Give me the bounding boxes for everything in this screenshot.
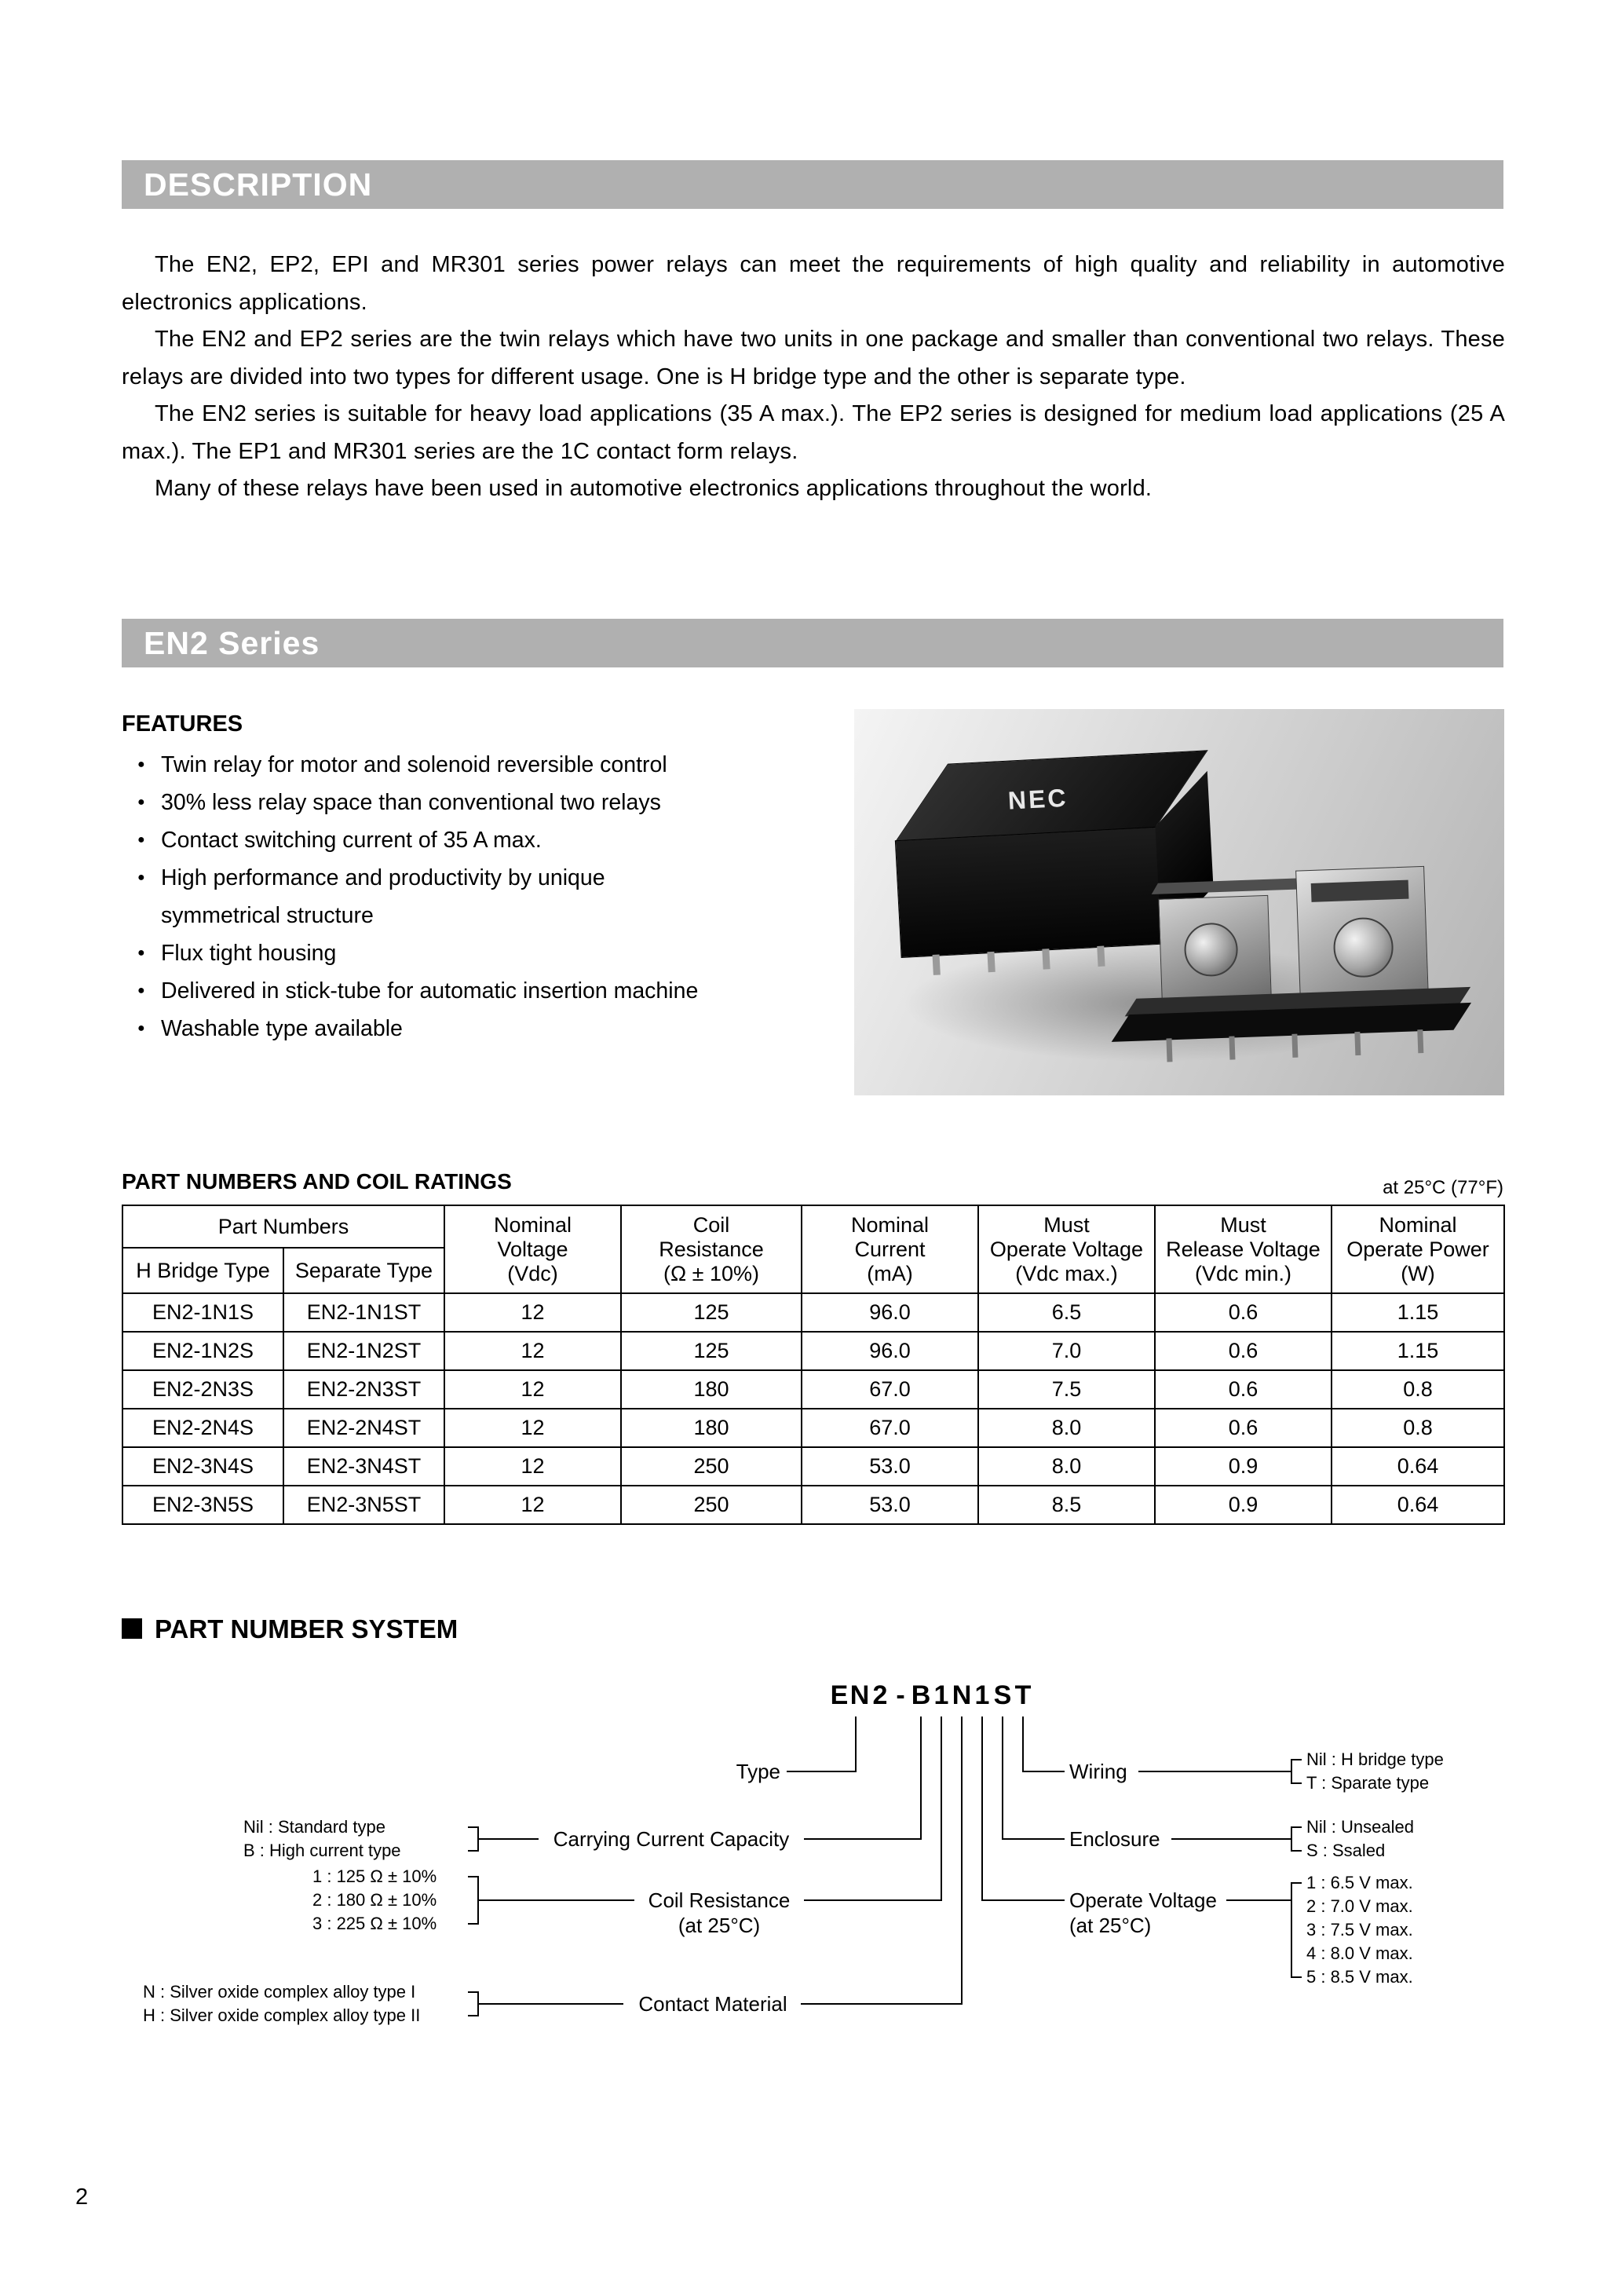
features-title: FEATURES (122, 711, 243, 737)
feature-item-continuation (122, 897, 844, 934)
part-number-char: N (952, 1680, 972, 1710)
relay-coil (1183, 922, 1238, 977)
option-line: 5 : 8.5 V max. (1306, 1967, 1413, 1987)
table-row (122, 1486, 1504, 1524)
section-marker-icon (122, 1618, 142, 1639)
table-cell: EN2-3N5ST (283, 1486, 444, 1524)
bullet-icon: ● (137, 795, 145, 809)
option-line: B : High current type (243, 1841, 401, 1860)
bullet-icon: ● (137, 758, 145, 771)
header-line: Nominal (1379, 1212, 1457, 1237)
header-line: (W) (1401, 1261, 1435, 1285)
option-line: 3 : 7.5 V max. (1306, 1920, 1413, 1940)
option-line: 1 : 6.5 V max. (1306, 1873, 1413, 1892)
connector-line (941, 1717, 942, 1901)
coil-resistance-header (621, 1205, 802, 1293)
connector-line (479, 1838, 539, 1840)
table-cell: 0.9 (1155, 1486, 1332, 1524)
part-number-char: - (896, 1680, 905, 1710)
contact-options (143, 1980, 420, 2027)
connector-line (920, 1717, 922, 1840)
description-paragraph: The EN2 series is suitable for heavy load applications (35 A max.). The EP2 series is designed for medium load applications (25 A max.). The EP1 and MR301 series are the 1C contact form relays. (122, 401, 1505, 464)
header-line: Coil (692, 1212, 730, 1237)
header-line: Resistance (659, 1237, 764, 1261)
table-row (122, 1332, 1504, 1370)
table-cell: 0.64 (1332, 1447, 1504, 1486)
ratings-title: PART NUMBERS AND COIL RATINGS (122, 1169, 512, 1194)
table-cell: 12 (444, 1370, 621, 1409)
feature-text: Twin relay for motor and solenoid reversible control (161, 752, 667, 777)
type-label: Type (736, 1760, 780, 1783)
enclosure-label: Enclosure (1069, 1827, 1160, 1851)
connector-line (1022, 1771, 1065, 1772)
connector-line (981, 1717, 983, 1901)
header-line: Operate Power (1346, 1237, 1489, 1261)
option-line: 1 : 125 Ω ± 10% (312, 1866, 437, 1886)
carrying-options (243, 1815, 401, 1863)
connector-line (981, 1899, 1065, 1901)
table-cell: EN2-2N3ST (283, 1370, 444, 1409)
feature-item (122, 934, 844, 972)
part-numbers-header: Part Numbers (122, 1205, 444, 1248)
table-cell: 96.0 (802, 1293, 978, 1332)
bracket (1291, 1882, 1302, 1978)
enclosure-options (1306, 1815, 1414, 1863)
wiring-options (1306, 1748, 1444, 1795)
header-line: Must (1220, 1212, 1266, 1237)
part-number-example (829, 1680, 1033, 1711)
option-line: H : Silver oxide complex alloy type II (143, 2005, 421, 2025)
table-cell: 67.0 (802, 1409, 978, 1447)
table-cell: 0.8 (1332, 1409, 1504, 1447)
table-cell: 12 (444, 1447, 621, 1486)
bracket (468, 1826, 479, 1852)
table-cell: 125 (621, 1293, 802, 1332)
table-row (122, 1293, 1504, 1332)
relay-pin (1042, 949, 1050, 969)
header-line: (mA) (867, 1261, 913, 1285)
relay-mechanism (1083, 821, 1492, 1095)
pns-heading-text: PART NUMBER SYSTEM (155, 1614, 458, 1643)
feature-text: symmetrical structure (161, 903, 374, 928)
bullet-icon: ● (137, 946, 145, 960)
option-line: 2 : 7.0 V max. (1306, 1896, 1413, 1916)
nominal-voltage-header (444, 1205, 621, 1293)
part-number-char: 1 (933, 1680, 949, 1710)
table-cell: EN2-2N4S (122, 1409, 283, 1447)
option-line: T : Sparate type (1306, 1773, 1430, 1793)
table-cell: 1.15 (1332, 1332, 1504, 1370)
wiring-label: Wiring (1069, 1760, 1127, 1783)
header-line: (Vdc max.) (1015, 1261, 1118, 1285)
table-cell: 0.6 (1155, 1293, 1332, 1332)
relay-brand-text: NEC (1006, 783, 1069, 815)
table-cell: EN2-1N1ST (283, 1293, 444, 1332)
part-number-char: T (1014, 1680, 1032, 1710)
bullet-icon: ● (137, 871, 145, 884)
contact-material-label: Contact Material (638, 1992, 787, 2016)
table-cell: 7.5 (978, 1370, 1155, 1409)
header-line: Nominal (850, 1212, 930, 1237)
operate-voltage-label (1069, 1888, 1217, 1938)
table-row (122, 1370, 1504, 1409)
feature-item (122, 784, 844, 821)
feature-item (122, 746, 844, 784)
connector-line (961, 1717, 963, 2005)
bracket (468, 1991, 479, 2016)
table-cell: 12 (444, 1332, 621, 1370)
option-line: Nil : H bridge type (1306, 1749, 1444, 1769)
table-cell: 1.15 (1332, 1293, 1504, 1332)
table-cell: 180 (621, 1370, 802, 1409)
part-number-char: N (849, 1680, 870, 1710)
feature-text: Washable type available (161, 1016, 403, 1041)
relay-pin (1229, 1036, 1235, 1059)
relay-pin (933, 954, 941, 974)
description-title: DESCRIPTION (144, 166, 373, 203)
table-cell: 180 (621, 1409, 802, 1447)
header-line: Voltage (497, 1237, 568, 1261)
connector-line (801, 2003, 963, 2005)
relay-unit-right (1295, 866, 1429, 998)
relay-slot (1311, 880, 1409, 902)
relay-pin (1166, 1038, 1172, 1062)
table-cell: 0.6 (1155, 1409, 1332, 1447)
option-line: Nil : Unsealed (1306, 1817, 1414, 1837)
relay-pin (1417, 1029, 1423, 1053)
feature-text: Flux tight housing (161, 941, 337, 966)
table-cell: 0.8 (1332, 1370, 1504, 1409)
description-paragraph: Many of these relays have been used in automotive electronics applications throughout the world. (155, 476, 1153, 501)
table-cell: EN2-3N5S (122, 1486, 283, 1524)
connector-line (1002, 1717, 1003, 1840)
header-line: (Vdc min.) (1194, 1261, 1292, 1285)
table-cell: 250 (621, 1447, 802, 1486)
part-number-system-heading (122, 1614, 458, 1644)
feature-text: Contact switching current of 35 A max. (161, 828, 542, 853)
label-line: Coil Resistance (648, 1888, 791, 1912)
en2-series-title: EN2 Series (144, 625, 320, 661)
header-line: Current (854, 1237, 926, 1261)
relay-pin (987, 952, 995, 972)
connector-line (1138, 1771, 1291, 1772)
table-cell: 250 (621, 1486, 802, 1524)
features-list (122, 746, 844, 1047)
relay-pin (1354, 1032, 1361, 1055)
part-number-char: E (830, 1680, 849, 1710)
relay-unit-left (1158, 895, 1272, 1003)
table-cell: 0.9 (1155, 1447, 1332, 1486)
table-row (122, 1409, 1504, 1447)
table-cell: 53.0 (802, 1447, 978, 1486)
header-line: Nominal (493, 1212, 572, 1237)
table-cell: EN2-2N4ST (283, 1409, 444, 1447)
table-cell: 7.0 (978, 1332, 1155, 1370)
bracket (1291, 1759, 1302, 1784)
table-cell: EN2-1N2ST (283, 1332, 444, 1370)
connector-line (479, 2003, 623, 2005)
table-cell: 0.6 (1155, 1370, 1332, 1409)
option-line: 3 : 225 Ω ± 10% (312, 1914, 437, 1933)
header-line: (Ω ± 10%) (663, 1261, 760, 1285)
bullet-icon: ● (137, 833, 145, 846)
coil-resistance-label (639, 1888, 799, 1938)
description-paragraph: The EN2 and EP2 series are the twin relays which have two units in one package and smaller than conventional two relays. These relays are divided into two types for different usage. One is H bridge type and the other is separate type. (122, 327, 1505, 389)
table-cell: 0.6 (1155, 1332, 1332, 1370)
page-number: 2 (75, 2184, 89, 2210)
option-line: S : Ssaled (1306, 1841, 1386, 1860)
table-cell: 12 (444, 1486, 621, 1524)
carrying-current-capacity-label: Carrying Current Capacity (553, 1827, 790, 1851)
feature-text: 30% less relay space than conventional two relays (161, 790, 661, 815)
feature-item (122, 821, 844, 859)
connector-line (479, 1899, 634, 1901)
connector-line (804, 1899, 942, 1901)
nominal-current-header (802, 1205, 978, 1293)
table-cell: 125 (621, 1332, 802, 1370)
must-operate-voltage-header (978, 1205, 1155, 1293)
table-cell: 6.5 (978, 1293, 1155, 1332)
label-line: (at 25°C) (678, 1914, 761, 1937)
separate-type-header: Separate Type (283, 1248, 444, 1293)
description-paragraph: The EN2, EP2, EPI and MR301 series power relays can meet the requirements of high quality and reliability in automotive electronics applications. (122, 252, 1505, 315)
table-cell: EN2-1N1S (122, 1293, 283, 1332)
table-cell: 53.0 (802, 1486, 978, 1524)
feature-item (122, 859, 844, 897)
option-line: N : Silver oxide complex alloy type I (143, 1982, 416, 2002)
description-section-bar (122, 160, 1503, 209)
table-cell: 8.0 (978, 1409, 1155, 1447)
bullet-icon: ● (137, 1022, 145, 1035)
option-line: 4 : 8.0 V max. (1306, 1943, 1413, 1963)
table-cell: EN2-3N4S (122, 1447, 283, 1486)
header-line: Must (1043, 1212, 1090, 1237)
feature-text: High performance and productivity by unique (161, 865, 605, 890)
table-cell: EN2-1N2S (122, 1332, 283, 1370)
header-line: Release Voltage (1166, 1237, 1321, 1261)
feature-item (122, 1010, 844, 1047)
must-release-voltage-header (1155, 1205, 1332, 1293)
table-cell: EN2-3N4ST (283, 1447, 444, 1486)
label-line: (at 25°C) (1069, 1914, 1152, 1937)
connector-line (804, 1838, 922, 1840)
feature-item (122, 972, 844, 1010)
coil-options (312, 1865, 437, 1936)
table-cell: 8.5 (978, 1486, 1155, 1524)
part-number-char: S (993, 1680, 1012, 1710)
relay-pin (1291, 1034, 1298, 1058)
connector-line (855, 1717, 857, 1772)
header-line: (Vdc) (507, 1261, 558, 1285)
ratings-temperature-note: at 25°C (77°F) (1383, 1177, 1503, 1198)
relay-coil (1332, 916, 1394, 978)
coil-ratings-table (122, 1205, 1505, 1525)
nominal-operate-power-header (1332, 1205, 1504, 1293)
connector-line (787, 1771, 857, 1772)
h-bridge-type-header: H Bridge Type (122, 1248, 283, 1293)
table-cell: 67.0 (802, 1370, 978, 1409)
table-cell: 12 (444, 1409, 621, 1447)
table-cell: 12 (444, 1293, 621, 1332)
bracket (468, 1876, 479, 1925)
option-line: 2 : 180 Ω ± 10% (312, 1890, 437, 1910)
operate-voltage-options (1306, 1871, 1413, 1989)
option-line: Nil : Standard type (243, 1817, 385, 1837)
table-cell: 8.0 (978, 1447, 1155, 1486)
part-number-system-diagram (0, 1673, 1622, 2097)
connector-line (1171, 1838, 1291, 1840)
part-number-char: B (911, 1680, 931, 1710)
bullet-icon: ● (137, 984, 145, 997)
bracket (1291, 1826, 1302, 1852)
feature-text: Delivered in stick-tube for automatic insertion machine (161, 978, 699, 1004)
table-cell: EN2-2N3S (122, 1370, 283, 1409)
table-header-row (122, 1205, 1504, 1248)
product-photo (854, 709, 1504, 1095)
connector-line (1022, 1717, 1024, 1772)
label-line: Operate Voltage (1069, 1888, 1217, 1912)
connector-line (1226, 1899, 1291, 1901)
table-cell: 0.64 (1332, 1486, 1504, 1524)
part-number-char: 2 (872, 1680, 888, 1710)
table-cell: 96.0 (802, 1332, 978, 1370)
part-number-char: 1 (974, 1680, 990, 1710)
header-line: Operate Voltage (989, 1237, 1144, 1261)
table-row (122, 1447, 1504, 1486)
en2-series-section-bar (122, 619, 1503, 667)
connector-line (1002, 1838, 1065, 1840)
description-text (122, 247, 1505, 508)
